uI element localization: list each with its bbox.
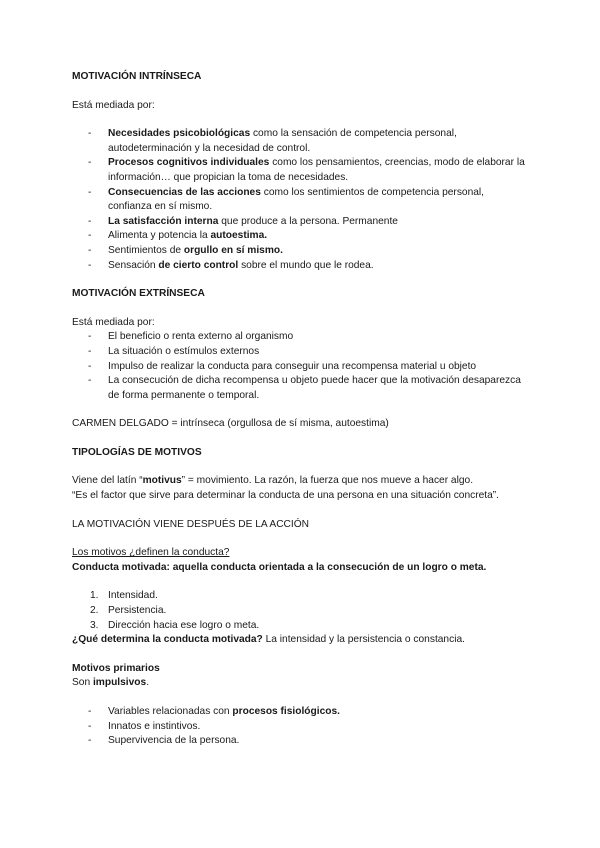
list-item: - El beneficio o renta externo al organismo xyxy=(72,330,527,345)
list-item: 3. Dirección hacia ese logro o meta. xyxy=(90,619,260,631)
list-item: - Alimenta y potencia la autoestima. xyxy=(72,229,527,244)
list-extrinseca xyxy=(72,330,527,403)
paragraph-latin: Viene del latín “motivus” = movimiento. La razón, la fuerza que nos mueve a hacer algo. xyxy=(72,475,474,487)
list-item: - Sensación de cierto control sobre el mundo que le rodea. xyxy=(72,259,527,274)
section-title-extrinseca: MOTIVACIÓN EXTRÍNSECA xyxy=(72,288,205,300)
paragraph-impulsivos: Son impulsivos. xyxy=(72,677,150,689)
question-determina: ¿Qué determina la conducta motivada? La intensidad y la persistencia o constancia. xyxy=(72,634,465,646)
list-item: - La situación o estímulos externos xyxy=(72,345,527,360)
list-item: - Procesos cognitivos individuales como los pensamientos, creencias, modo de elaborar la información… que propician la toma de necesidades. xyxy=(72,156,527,185)
list-item: - Consecuencias de las acciones como los sentimientos de competencia personal, confianza en sí mismo. xyxy=(72,186,527,215)
list-primarios xyxy=(72,705,527,749)
list-item: - Sentimientos de orgullo en sí mismo. xyxy=(72,244,527,259)
list-item: 2. Persistencia. xyxy=(90,605,167,617)
list-item: - Innatos e instintivos. xyxy=(72,720,527,735)
section-title-tipologias: TIPOLOGÍAS DE MOTIVOS xyxy=(72,446,202,458)
list-intrinseca xyxy=(72,127,527,273)
list-item: - La satisfacción interna que produce a la persona. Permanente xyxy=(72,215,527,230)
note-carmen: CARMEN DELGADO = intrínseca (orgullosa de sí misma, autoestima) xyxy=(72,418,389,430)
question-motivos: Los motivos ¿definen la conducta? xyxy=(72,547,230,559)
document-page xyxy=(72,70,527,749)
caps-statement: LA MOTIVACIÓN VIENE DESPUÉS DE LA ACCIÓN xyxy=(72,518,310,530)
numbered-list xyxy=(72,589,527,633)
list-item: 1. Intensidad. xyxy=(90,590,158,602)
intro-intrinseca: Está mediada por: xyxy=(72,99,155,111)
list-item: - Impulso de realizar la conducta para conseguir una recompensa material u objeto xyxy=(72,360,527,375)
definition-conducta: Conducta motivada: aquella conducta orientada a la consecución de un logro o meta. xyxy=(72,561,487,573)
section-title-intrinseca: MOTIVACIÓN INTRÍNSECA xyxy=(72,71,202,82)
list-item: - La consecución de dicha recompensa u objeto puede hacer que la motivación desaparezca de forma permanente o temporal. xyxy=(72,374,527,403)
list-item: - Supervivencia de la persona. xyxy=(72,734,527,749)
paragraph-quote: “Es el factor que sirve para determinar la conducta de una persona en una situación concreta”. xyxy=(72,490,499,502)
list-item: - Variables relacionadas con procesos fisiológicos. xyxy=(72,705,527,720)
section-title-primarios: Motivos primarios xyxy=(72,662,160,674)
list-item: - Necesidades psicobiológicas como la sensación de competencia personal, autodeterminación y la necesidad de control. xyxy=(72,127,527,156)
intro-extrinseca: Está mediada por: xyxy=(72,316,155,328)
